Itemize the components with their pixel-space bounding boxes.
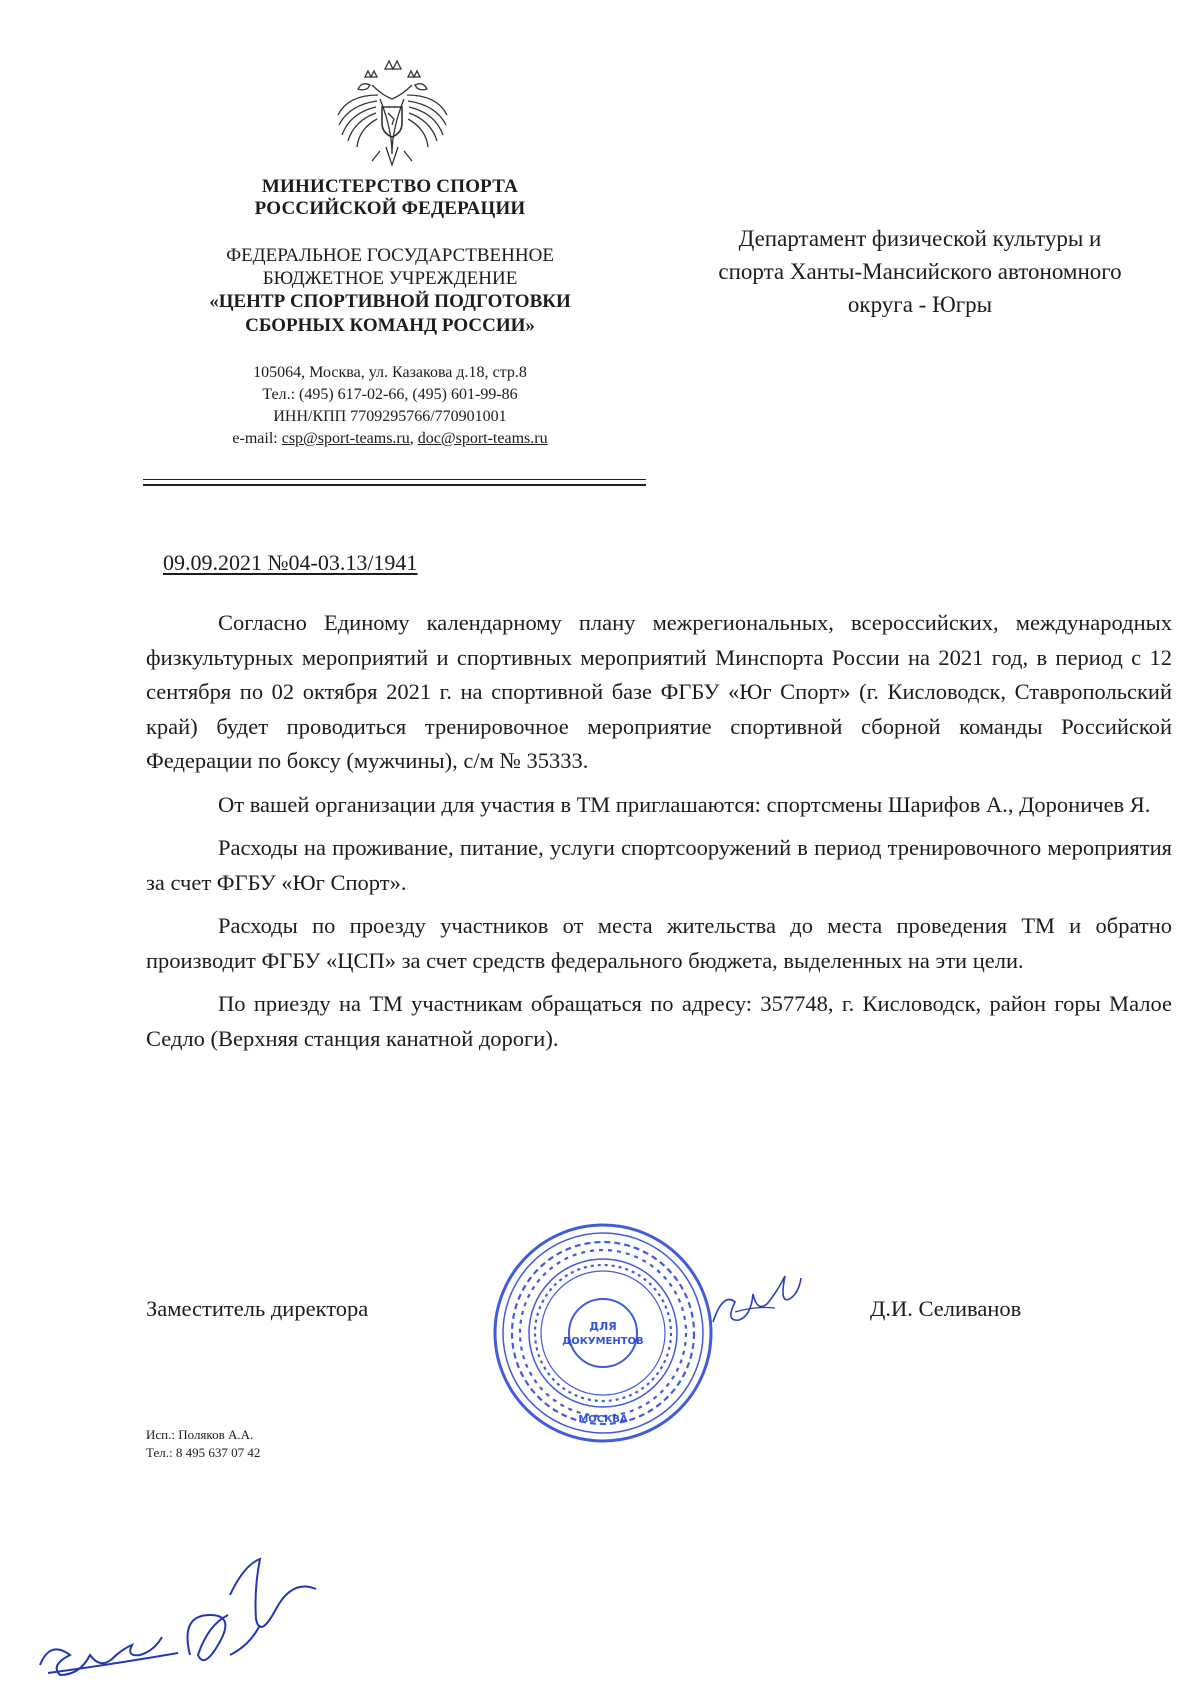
email-label: e-mail: xyxy=(232,430,278,447)
signatory-name: Д.И. Селиванов xyxy=(870,1296,1022,1321)
sender-block xyxy=(140,176,640,450)
org-name-line-2: СБОРНЫХ КОМАНД РОССИИ» xyxy=(245,315,535,336)
sender-phones: Тел.: (495) 617-02-66, (495) 601-99-86 xyxy=(262,386,518,403)
official-stamp xyxy=(488,1218,718,1448)
sender-inn-kpp: ИНН/КПП 7709295766/770901001 xyxy=(273,408,507,425)
executor-phone: Тел.: 8 495 637 07 42 xyxy=(146,1445,261,1460)
header-divider-thick xyxy=(143,484,646,486)
org-type-line-2: БЮДЖЕТНОЕ УЧРЕЖДЕНИЕ xyxy=(262,268,518,289)
approval-signature xyxy=(30,1555,350,1685)
recipient-line-1: Департамент физической культуры и xyxy=(738,226,1102,251)
sender-address: 105064, Москва, ул. Казакова д.18, стр.8 xyxy=(253,364,527,381)
director-signature xyxy=(705,1262,805,1342)
registration-number: 09.09.2021 №04-03.13/1941 xyxy=(163,550,418,575)
sender-email-line xyxy=(140,428,640,450)
stamp-center-line-2: ДОКУМЕНТОВ xyxy=(562,1336,644,1347)
header-divider-thin xyxy=(143,479,646,480)
executor-block xyxy=(146,1426,260,1462)
recipient-block xyxy=(660,222,1180,321)
body-paragraph-4: Расходы по проезду участников от места жительства до места проведения ТМ и обратно производит ФГБУ «ЦСП» за счет средств федерального бюджета, выделенных на эти цели. xyxy=(146,913,1172,973)
email-link-doc[interactable]: doc@sport-teams.ru xyxy=(417,430,548,447)
org-name-line-1: «ЦЕНТР СПОРТИВНОЙ ПОДГОТОВКИ xyxy=(209,291,571,312)
body-paragraph-3: Расходы на проживание, питание, услуги спортсооружений в период тренировочного мероприятия за счет ФГБУ «Юг Спорт». xyxy=(146,835,1172,895)
recipient-line-2: спорта Ханты-Мансийского автономного xyxy=(718,259,1122,284)
body-paragraph-5: По приезду на ТМ участникам обращаться по адресу: 357748, г. Кисловодск, район горы Малое Седло (Верхняя станция канатной дороги). xyxy=(146,991,1172,1051)
recipient-line-3: округа - Югры xyxy=(847,292,993,317)
email-separator: , xyxy=(409,430,414,447)
body-paragraph-1: Согласно Единому календарному плану межрегиональных, всероссийских, международных физкультурных мероприятий и спортивных мероприятий Минспорта России на 2021 год, в период с 12 сентября по 02 октября 2021 г. на спортивной базе ФГБУ «Юг Спорт» (г. Кисловодск, Ставропольский край) будет проводиться тренировочное мероприятие спортивной сборной команды Российской Федерации по боксу (мужчины), с/м № 35333. xyxy=(146,610,1172,773)
email-link-csp[interactable]: csp@sport-teams.ru xyxy=(281,430,410,447)
body-paragraph-2: От вашей организации для участия в ТМ приглашаются: спортсмены Шарифов А., Дороничев Я. xyxy=(218,791,1151,817)
ministry-name-line-1: МИНИСТЕРСТВО СПОРТА xyxy=(261,176,519,197)
double-headed-eagle-icon xyxy=(330,55,455,175)
signatory-title: Заместитель директора xyxy=(146,1296,369,1321)
executor-name: Исп.: Поляков А.А. xyxy=(146,1427,254,1442)
org-type-line-1: ФЕДЕРАЛЬНОЕ ГОСУДАРСТВЕННОЕ xyxy=(226,245,554,266)
ministry-name-line-2: РОССИЙСКОЙ ФЕДЕРАЦИИ xyxy=(254,198,526,219)
stamp-center-line-1: ДЛЯ xyxy=(589,1320,617,1333)
letter-body xyxy=(146,606,1172,1065)
stamp-bottom-text: МОСКВА xyxy=(578,1414,628,1425)
